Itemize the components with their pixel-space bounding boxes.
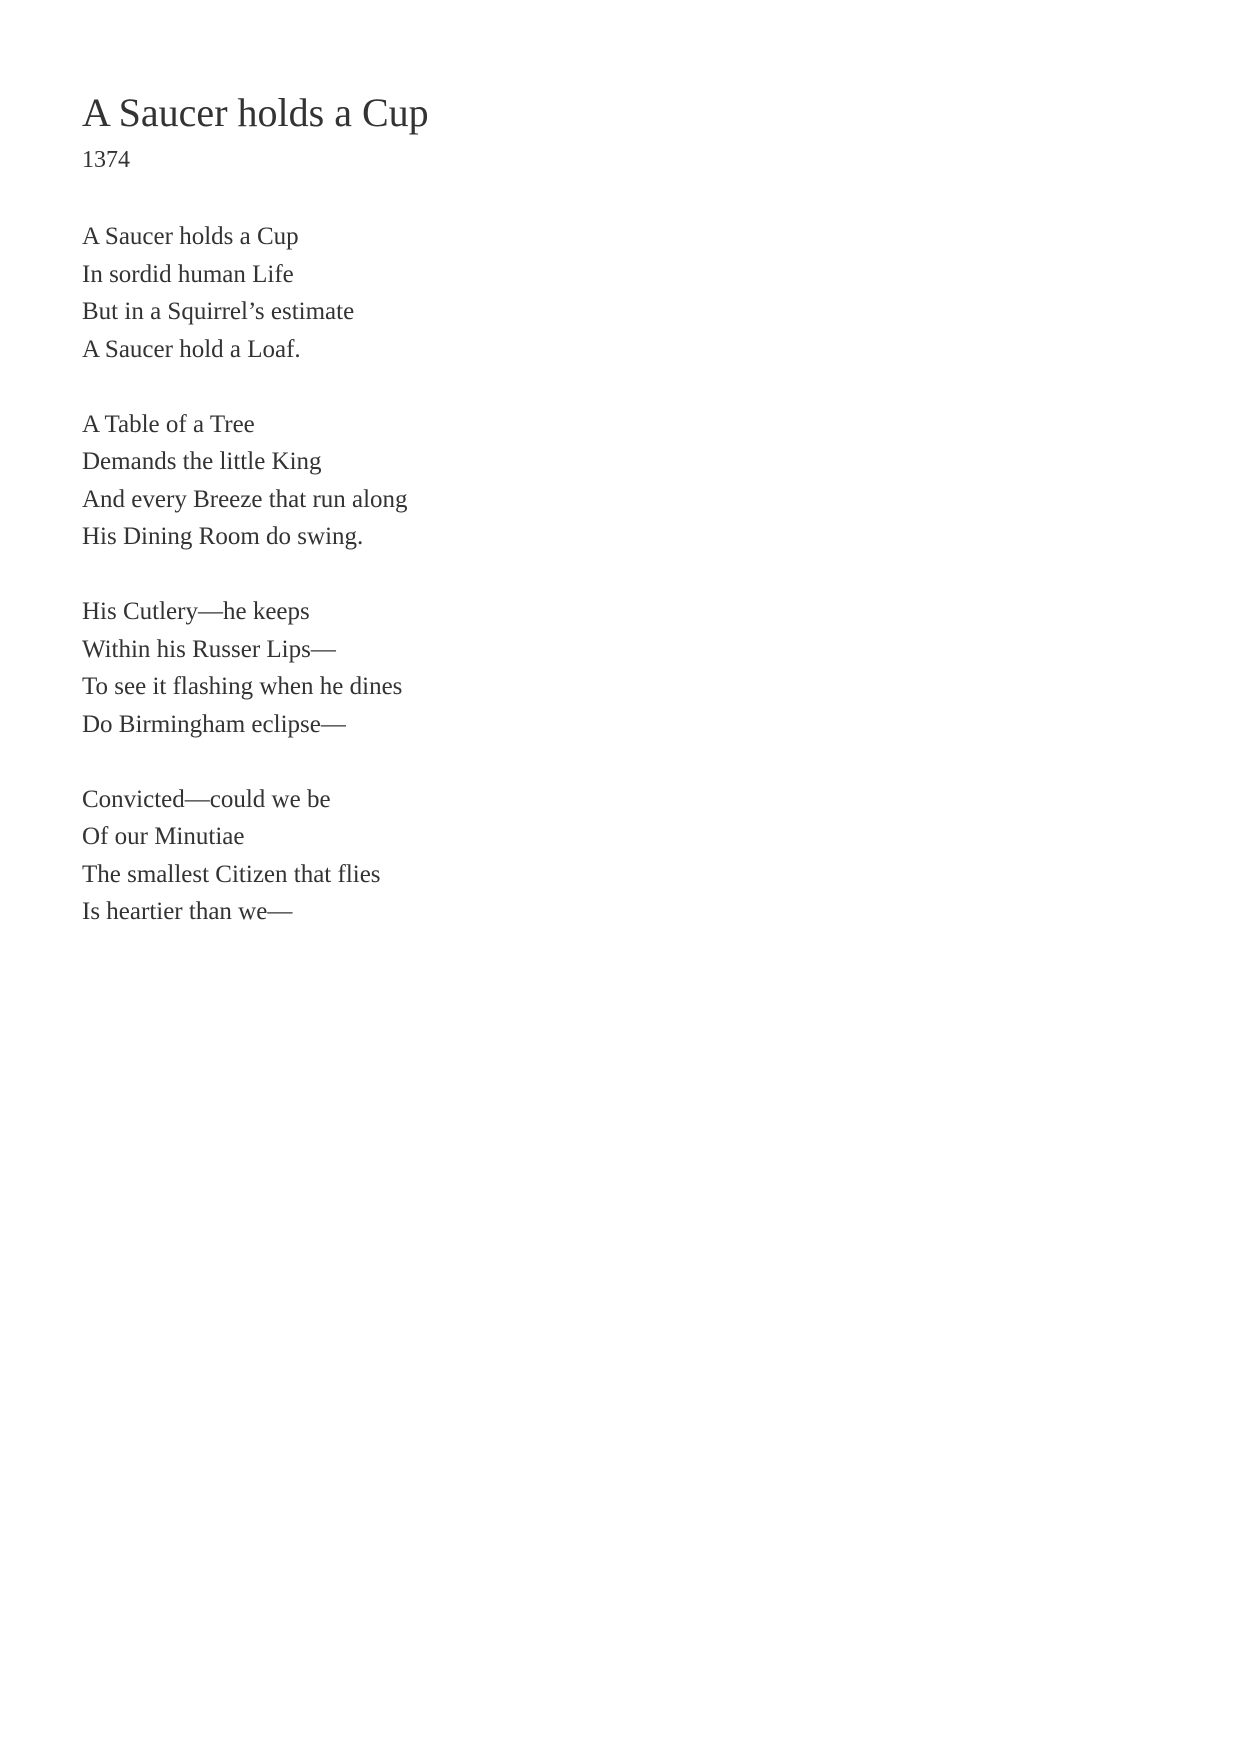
poem-number: 1374	[82, 147, 130, 173]
poem-line: But in a Squirrel’s estimate	[82, 298, 355, 325]
stanza	[82, 218, 408, 368]
poem-line: In sordid human Life	[82, 260, 294, 288]
stanza	[82, 781, 408, 931]
poem-line: A Table of a Tree	[82, 410, 255, 438]
poem-line: To see it flashing when he dines	[82, 673, 403, 700]
poem-line: His Cutlery—he keeps	[82, 598, 310, 625]
poem-line: Demands the little King	[82, 448, 322, 475]
stanza	[82, 406, 408, 556]
poem-line: And every Breeze that run along	[82, 485, 408, 513]
poem-body	[82, 218, 408, 968]
poem-line: A Saucer hold a Loaf.	[82, 335, 301, 363]
poem-line: A Saucer holds a Cup	[82, 223, 299, 250]
poem-line: Convicted—could we be	[82, 785, 331, 813]
poem-line: Is heartier than we—	[82, 898, 293, 925]
poem-line: His Dining Room do swing.	[82, 523, 364, 550]
poem-line: Within his Russer Lips—	[82, 635, 336, 663]
poem-line: The smallest Citizen that flies	[82, 860, 381, 888]
poem-line: Of our Minutiae	[82, 823, 245, 850]
poem-line: Do Birmingham eclipse—	[82, 710, 346, 738]
stanza	[82, 593, 408, 743]
poem-title: A Saucer holds a Cup	[82, 90, 429, 135]
